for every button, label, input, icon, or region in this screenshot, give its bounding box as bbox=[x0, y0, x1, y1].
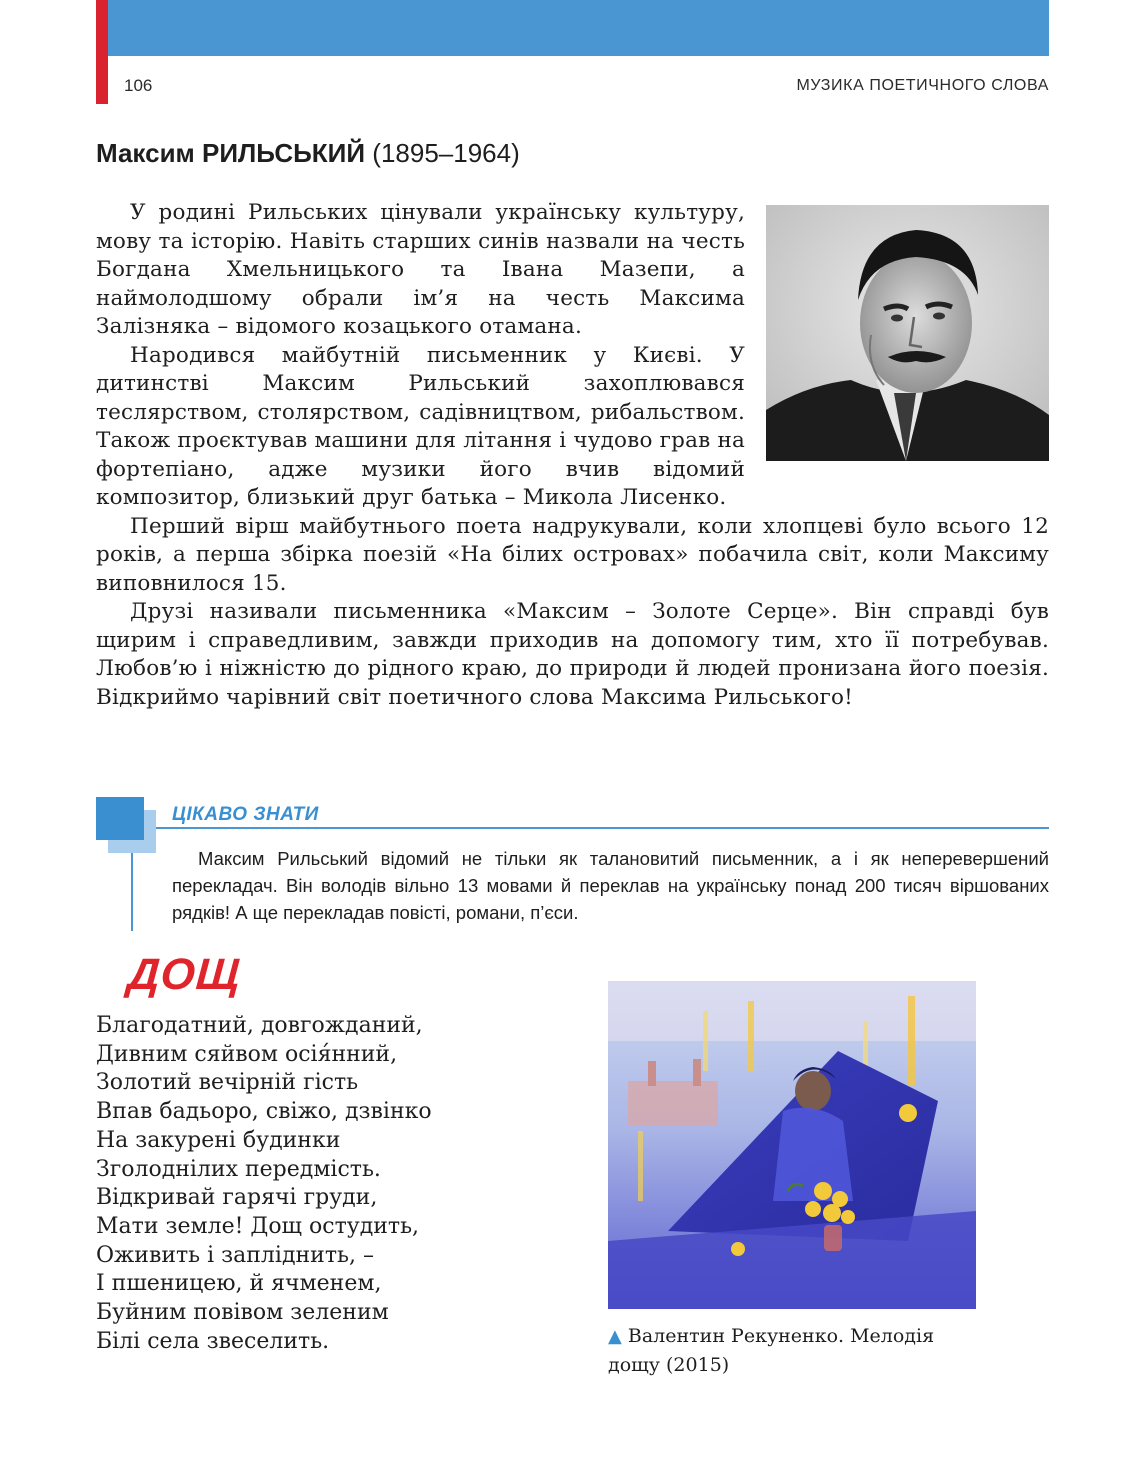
fact-box-square-dark bbox=[96, 797, 144, 840]
running-title: МУЗИКА ПОЕТИЧНОГО СЛОВА bbox=[796, 77, 1049, 94]
header-band bbox=[96, 0, 1049, 56]
author-years: (1895–1964) bbox=[372, 138, 520, 168]
poem-title: ДОЩ bbox=[126, 950, 243, 999]
poem-line: Золотий вечірній гість bbox=[96, 1070, 359, 1096]
bio-paragraph: У родині Рильських цінували українську культуру, мову та історію. Навіть старших синів назвали на честь Богдана Хмельницького та Івана Мазепи, а наймолодшому обрали ім’я на честь Максима Залізняка – відомого козацького отамана. bbox=[96, 200, 745, 339]
poem-line: На закурені будинки bbox=[96, 1127, 341, 1153]
poem-line: Дивним сяйвом осія́нний, bbox=[96, 1041, 398, 1067]
biography-text bbox=[96, 199, 1049, 712]
fact-box-rule bbox=[156, 827, 1049, 829]
poem-line: Білі села звеселить. bbox=[96, 1328, 330, 1354]
fact-box-text bbox=[172, 845, 1049, 926]
portrait-wrap-spacer bbox=[745, 205, 1049, 461]
poem-text bbox=[96, 1012, 432, 1356]
fact-box-side-line bbox=[131, 853, 133, 931]
fact-box-paragraph: Максим Рильський відомий не тільки як талановитий письменник, а і як неперевершений перекладач. Він володів вільно 13 мовами й переклав на українську понад 200 тисяч віршованих рядків! А ще перекладав повісті, романи, п’єси. bbox=[172, 848, 1049, 923]
bio-paragraph: Народився майбутній письменник у Києві. У дитинстві Максим Рильський захоплювався теслярством, столярством, садівництвом, рибальством. Також проєктував машини для літання і чудово грав на фортепіано, адже музики його вчив відомий композитор, близький друг батька – Микола Лисенко. bbox=[96, 342, 745, 510]
fact-box-title: ЦІКАВО ЗНАТИ bbox=[172, 804, 319, 825]
poem-line: Відкривай гарячі груди, bbox=[96, 1185, 378, 1211]
bio-paragraph: Друзі називали письменника «Максим – Золоте Серце». Він справді був щирим і справедливим, завжди приходив на допомогу тим, хто її потребував. Любов’ю і ніжністю до рідного краю, до природи й людей пронизана його поезія. Відкриймо чарівний світ поетичного слова Максима Рильського! bbox=[96, 599, 1049, 710]
author-last-name: РИЛЬСЬКИЙ bbox=[202, 138, 366, 168]
page-number: 106 bbox=[124, 76, 153, 95]
poem-line: Оживить і запліднить, – bbox=[96, 1242, 374, 1268]
poem-line: Благодатний, довгожданий, bbox=[96, 1013, 423, 1038]
poem-line: Буйним повівом зеленим bbox=[96, 1300, 389, 1326]
painting-image bbox=[608, 981, 976, 1309]
poem-line: І пшеницею, й ячменем, bbox=[96, 1271, 382, 1297]
author-heading bbox=[96, 138, 520, 169]
bio-paragraph: Перший вірш майбутнього поета надрукували, коли хлопцеві було всього 12 років, а перша збірка поезій «На білих островах» побачила світ, коли Максиму виповнилося 15. bbox=[96, 513, 1049, 596]
painting-caption bbox=[608, 1322, 988, 1379]
author-first-name: Максим bbox=[96, 138, 195, 168]
poem-line: Зголоднілих передмість. bbox=[96, 1156, 381, 1182]
poem-line: Впав бадьоро, свіжо, дзвінко bbox=[96, 1099, 432, 1125]
caption-triangle-icon: ▲ bbox=[608, 1326, 622, 1347]
caption-text: Валентин Рекуненко. Мелодія дощу (2015) bbox=[608, 1325, 935, 1376]
poem-line: Мати земле! Дощ остудить, bbox=[96, 1213, 420, 1239]
header-accent-bar bbox=[96, 0, 108, 104]
